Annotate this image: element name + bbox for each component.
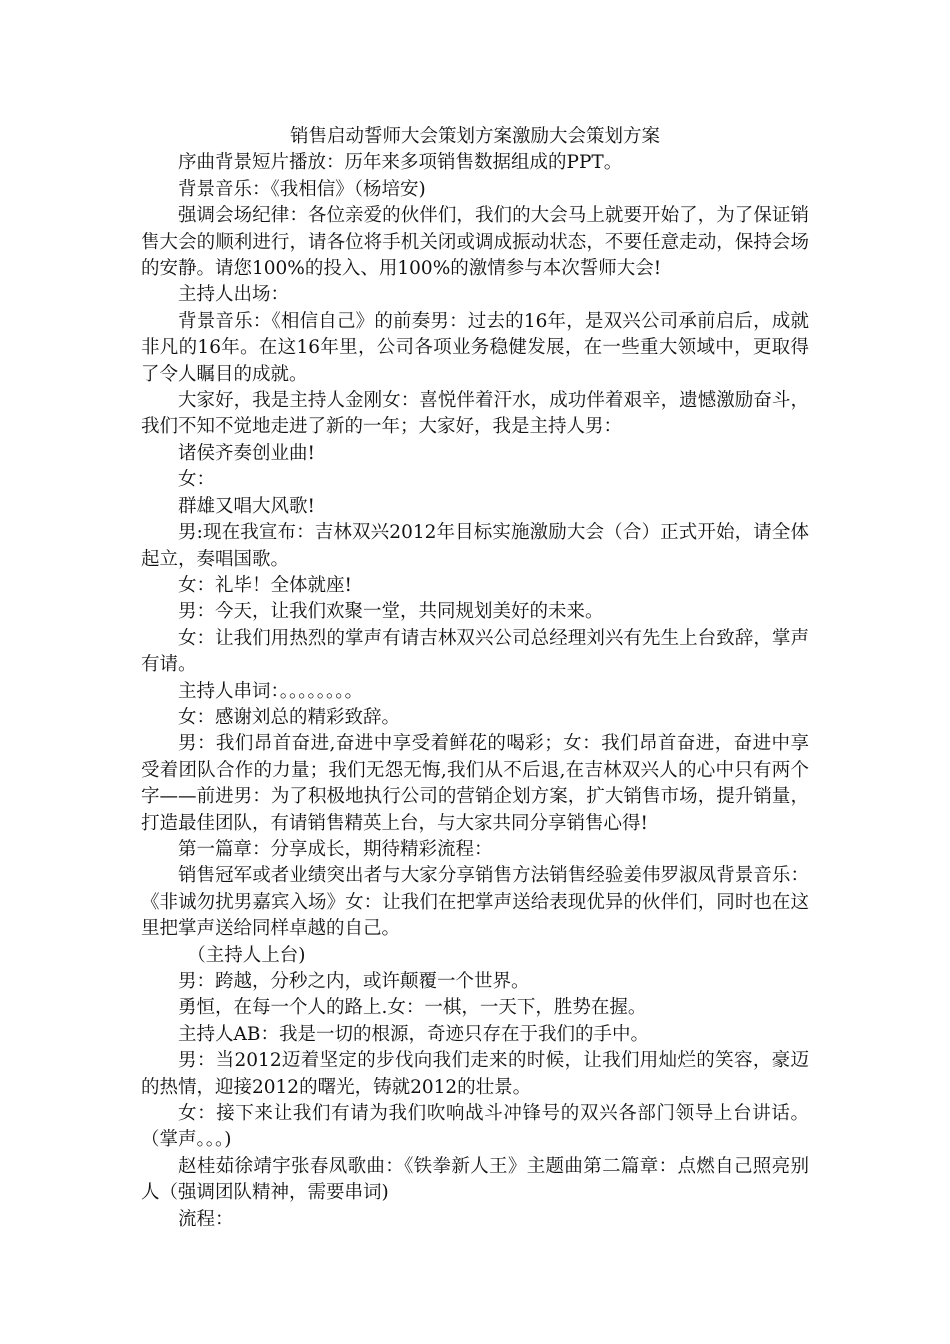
paragraph: 销售冠军或者业绩突出者与大家分享销售方法销售经验姜伟罗淑凤背景音乐：《非诚勿扰男嘉宾入场》女：让我们在把掌声送给表现优异的伙伴们，同时也在这里把掌声送给同样卓越的自己。	[141, 865, 809, 940]
paragraph: 强调会场纪律：各位亲爱的伙伴们，我们的大会马上就要开始了，为了保证销售大会的顺利进行，请各位将手机关闭或调成振动状态，不要任意走动，保持会场的安静。请您100%的投入、用100%的激情参与本次誓师大会!	[141, 205, 809, 280]
document-body	[141, 124, 809, 1233]
paragraph: 男：今天，让我们欢聚一堂，共同规划美好的未来。	[178, 601, 604, 623]
paragraph: 女：礼毕！全体就座!	[178, 574, 352, 596]
paragraph: 主持人串词：。。。。。。。。	[178, 680, 364, 702]
paragraph: 男：当2012迈着坚定的步伐向我们走来的时候，让我们用灿烂的笑容，豪迈的热情，迎接2012的曙光，铸就2012的壮景。	[141, 1050, 809, 1098]
paragraph: 勇恒，在每一个人的路上.女：一棋，一天下，胜势在握。	[178, 997, 647, 1019]
paragraph: 主持人AB：我是一切的根源，奇迹只存在于我们的手中。	[178, 1023, 649, 1045]
paragraph: 女：让我们用热烈的掌声有请吉林双兴公司总经理刘兴有先生上台致辞，掌声有请。	[141, 627, 809, 676]
paragraph: （主持人上台)	[187, 944, 306, 966]
paragraph: 序曲背景短片播放：历年来多项销售数据组成的PPT。	[178, 152, 623, 174]
paragraph: 女：	[178, 469, 216, 491]
paragraph: 男:现在我宣布：吉林双兴2012年目标实施激励大会（合）正式开始，请全体起立，奏唱国歌。	[141, 522, 809, 570]
document-title: 销售启动誓师大会策划方案激励大会策划方案	[289, 126, 660, 147]
paragraph: 背景音乐：《我相信》（杨培安)	[178, 178, 426, 200]
paragraph: 诸侯齐奏创业曲!	[178, 442, 315, 464]
paragraph: 男：我们昂首奋进,奋进中享受着鲜花的喝彩；女：我们昂首奋进，奋进中享受着团队合作的力量；我们无怨无悔,我们从不后退,在吉林双兴人的心中只有两个字——前进男：为了积极地执行公司的营销企划方案，扩大销售市场，提升销量，打造最佳团队，有请销售精英上台，与大家共同分享销售心得!	[141, 733, 809, 834]
paragraph: 主持人出场：	[178, 284, 290, 306]
paragraph: 背景音乐：《相信自己》的前奏男：过去的16年，是双兴公司承前启后，成就非凡的16年。在这16年里，公司各项业务稳健发展，在一些重大领域中，更取得了令人瞩目的成就。	[141, 310, 809, 385]
paragraph: 群雄又唱大风歌!	[178, 495, 315, 517]
paragraph: 男：跨越，分秒之内，或许颠覆一个世界。	[178, 971, 530, 992]
paragraph: 女：接下来让我们有请为我们吹响战斗冲锋号的双兴各部门领导上台讲话。（掌声。。。)	[141, 1103, 809, 1151]
paragraph: 女：感谢刘总的精彩致辞。	[178, 706, 401, 728]
paragraph: 大家好，我是主持人金刚女：喜悦伴着汗水，成功伴着艰辛，遗憾激励奋斗，我们不知不觉地走进了新的一年；大家好，我是主持人男：	[141, 390, 809, 438]
paragraph: 流程：	[178, 1208, 234, 1230]
paragraph: 第一篇章：分享成长，期待精彩流程：	[178, 838, 493, 860]
paragraph: 赵桂茹徐靖宇张春凤歌曲：《铁拳新人王》主题曲第二篇章：点燃自己照亮别人（强调团队精神，需要串词)	[141, 1155, 809, 1204]
